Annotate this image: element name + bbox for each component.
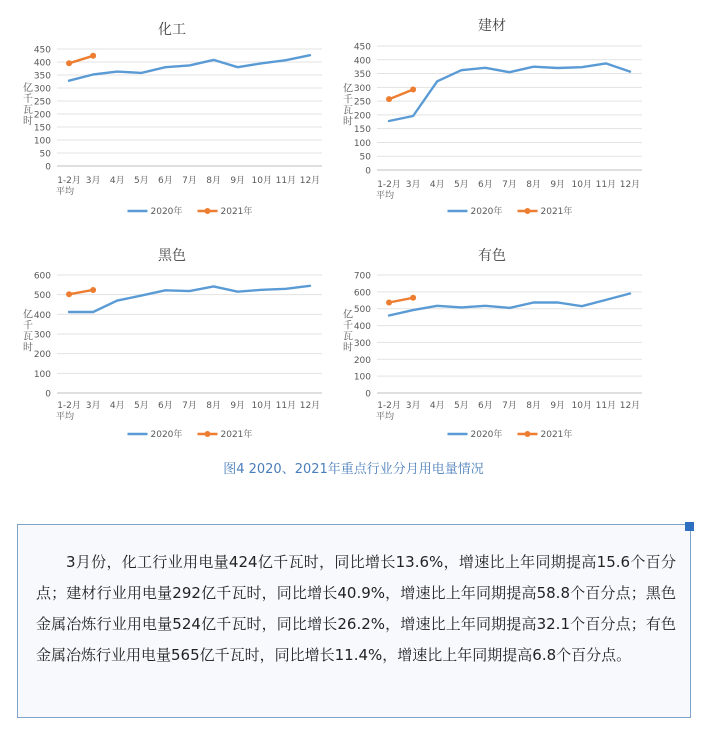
y-tick-label: 600 — [353, 288, 371, 299]
legend-label: 2021年 — [540, 430, 573, 440]
x-tick-label: 3月 — [405, 401, 421, 411]
x-tick-label: 5月 — [133, 176, 149, 186]
legend-label: 2020年 — [470, 430, 503, 440]
series-line-2 — [389, 90, 413, 100]
y-tick-label: 500 — [353, 305, 371, 316]
y-tick-label: 100 — [353, 372, 371, 383]
y-tick-label: 0 — [365, 166, 371, 177]
x-tick-label: 7月 — [182, 401, 197, 411]
y-axis-label-char: 亿 — [343, 309, 353, 321]
y-tick-label: 300 — [33, 330, 51, 341]
series-point — [66, 60, 72, 66]
x-tick-label: 8月 — [206, 401, 221, 411]
y-tick-label: 350 — [33, 71, 51, 82]
y-tick-label: 400 — [33, 310, 51, 321]
y-axis-label-char: 亿 — [23, 83, 33, 94]
y-tick-label: 150 — [353, 125, 371, 136]
series-point — [386, 299, 392, 305]
y-axis-label-char: 瓦 — [343, 331, 353, 343]
y-axis-label — [23, 308, 33, 354]
y-tick-label: 250 — [353, 97, 371, 108]
chart-3 — [23, 248, 322, 440]
x-tick-label-sub: 平均 — [376, 412, 395, 422]
x-tick-label: 9月 — [550, 401, 566, 411]
series-point — [386, 96, 392, 102]
figure-caption: 图4 2020、2021年重点行业分月用电量情况 — [223, 462, 484, 477]
y-tick-label: 400 — [353, 56, 371, 67]
x-tick-label: 4月 — [429, 401, 445, 411]
note-paragraph: 3月份，化工行业用电量424亿千瓦时，同比增长13.6%，增速比上年同期提高15.6个百分点；建材行业用电量292亿千瓦时，同比增长40.9%，增速比上年同期提高58.8个百分点；黑色金属冶炼行业用电量524亿千瓦时，同比增长26.2%，增速比上年同期提高32.1个百分点；有色金属冶炼行业用电量565亿千瓦时，同比增长11.4%，增速比上年同期提高6.8个百分点。 — [36, 553, 676, 664]
series-line-1 — [389, 63, 630, 121]
legend-label: 2021年 — [220, 430, 253, 440]
y-tick-label: 300 — [353, 338, 371, 349]
y-tick-label: 700 — [353, 271, 371, 282]
series-line-1 — [69, 55, 310, 80]
y-tick-label: 300 — [33, 84, 51, 95]
x-tick-label: 12月 — [619, 401, 641, 411]
series-line-1 — [69, 286, 310, 312]
chart-title: 建材 — [478, 18, 506, 34]
series-line-1 — [389, 294, 630, 316]
x-tick-label: 10月 — [251, 401, 272, 411]
x-tick-label: 7月 — [502, 180, 517, 190]
y-axis-label-char: 时 — [23, 342, 33, 354]
legend-label: 2020年 — [470, 207, 503, 217]
series-point — [90, 287, 96, 293]
x-tick-label: 4月 — [109, 401, 125, 411]
x-tick-label: 11月 — [275, 176, 297, 186]
legend-marker — [525, 208, 531, 214]
y-tick-label: 250 — [33, 97, 51, 108]
chart-title: 化工 — [158, 22, 186, 38]
legend-label: 2020年 — [150, 207, 183, 217]
y-tick-label: 0 — [365, 389, 371, 400]
y-tick-label: 200 — [353, 111, 371, 122]
y-tick-label: 200 — [33, 350, 51, 361]
x-tick-label: 10月 — [571, 401, 592, 411]
y-tick-label: 450 — [33, 45, 51, 56]
x-tick-label: 5月 — [453, 401, 469, 411]
y-axis-label-char: 千 — [343, 94, 353, 106]
legend-marker — [525, 431, 531, 437]
y-axis-label — [343, 308, 353, 354]
y-tick-label: 0 — [45, 389, 51, 400]
x-tick-label: 4月 — [429, 180, 445, 190]
legend-label: 2021年 — [540, 207, 573, 217]
x-tick-label: 6月 — [478, 401, 493, 411]
x-tick-label: 12月 — [299, 176, 321, 186]
y-tick-label: 450 — [353, 42, 371, 53]
y-tick-label: 200 — [353, 355, 371, 366]
y-axis-label-char: 千 — [23, 320, 33, 332]
y-axis-label-char: 亿 — [23, 309, 33, 321]
x-tick-label: 6月 — [158, 176, 173, 186]
y-tick-label: 600 — [33, 271, 51, 282]
x-tick-label: 10月 — [251, 176, 272, 186]
x-tick-label: 12月 — [619, 180, 641, 190]
y-axis-label-char: 瓦 — [23, 331, 33, 343]
y-tick-label: 150 — [33, 123, 51, 134]
chart-2 — [343, 17, 642, 217]
y-tick-label: 500 — [33, 291, 51, 302]
x-tick-label: 1-2月 — [57, 176, 81, 186]
series-point — [410, 87, 416, 93]
y-tick-label: 400 — [33, 58, 51, 69]
x-tick-label: 7月 — [502, 401, 517, 411]
y-axis-label-char: 时 — [343, 116, 353, 128]
x-tick-label: 11月 — [595, 401, 617, 411]
chart-title: 有色 — [478, 248, 506, 264]
y-axis-label-char: 亿 — [343, 83, 353, 95]
series-line-2 — [69, 290, 93, 294]
series-point — [90, 53, 96, 59]
x-tick-label: 6月 — [478, 180, 493, 190]
chart-4 — [343, 248, 642, 440]
y-tick-label: 50 — [359, 152, 371, 163]
x-tick-label: 3月 — [85, 176, 101, 186]
y-axis-label-char: 瓦 — [23, 105, 33, 116]
x-tick-label: 1-2月 — [57, 401, 81, 411]
y-axis-label — [23, 81, 33, 127]
x-tick-label: 4月 — [109, 176, 125, 186]
y-tick-label: 100 — [33, 136, 51, 147]
x-tick-label-sub: 平均 — [376, 191, 395, 201]
note-corner-decoration — [685, 522, 694, 531]
y-axis-label — [343, 82, 353, 128]
y-tick-label: 0 — [45, 162, 51, 173]
y-tick-label: 50 — [39, 149, 51, 160]
y-tick-label: 100 — [33, 369, 51, 380]
x-tick-label: 3月 — [85, 401, 101, 411]
chart-1 — [23, 22, 322, 217]
y-axis-label-char: 时 — [23, 116, 33, 127]
x-tick-label: 12月 — [299, 401, 321, 411]
legend-label: 2020年 — [150, 430, 183, 440]
y-tick-label: 300 — [353, 83, 371, 94]
y-tick-label: 200 — [33, 110, 51, 121]
x-tick-label: 9月 — [550, 180, 566, 190]
x-tick-label-sub: 平均 — [56, 187, 75, 197]
x-tick-label: 5月 — [133, 401, 149, 411]
legend-marker — [205, 431, 211, 437]
x-tick-label: 1-2月 — [377, 180, 401, 190]
series-point — [410, 295, 416, 301]
x-tick-label: 5月 — [453, 180, 469, 190]
x-tick-label: 10月 — [571, 180, 592, 190]
x-tick-label: 11月 — [595, 180, 617, 190]
y-axis-label-char: 瓦 — [343, 105, 353, 117]
x-tick-label: 7月 — [182, 176, 197, 186]
x-tick-label: 8月 — [526, 401, 541, 411]
x-tick-label: 9月 — [230, 176, 246, 186]
legend-marker — [205, 208, 211, 214]
chart-title: 黑色 — [158, 248, 186, 264]
y-axis-label-char: 千 — [343, 320, 353, 332]
series-point — [66, 291, 72, 297]
x-tick-label: 3月 — [405, 180, 421, 190]
y-axis-label-char: 时 — [343, 342, 353, 354]
x-tick-label-sub: 平均 — [56, 412, 75, 422]
x-tick-label: 11月 — [275, 401, 297, 411]
series-line-2 — [389, 298, 413, 303]
legend-label: 2021年 — [220, 207, 253, 217]
y-tick-label: 100 — [353, 138, 371, 149]
y-tick-label: 350 — [353, 70, 371, 81]
y-axis-label-char: 千 — [23, 94, 33, 105]
x-tick-label: 8月 — [206, 176, 221, 186]
x-tick-label: 8月 — [526, 180, 541, 190]
y-tick-label: 400 — [353, 322, 371, 333]
x-tick-label: 9月 — [230, 401, 246, 411]
x-tick-label: 1-2月 — [377, 401, 401, 411]
x-tick-label: 6月 — [158, 401, 173, 411]
